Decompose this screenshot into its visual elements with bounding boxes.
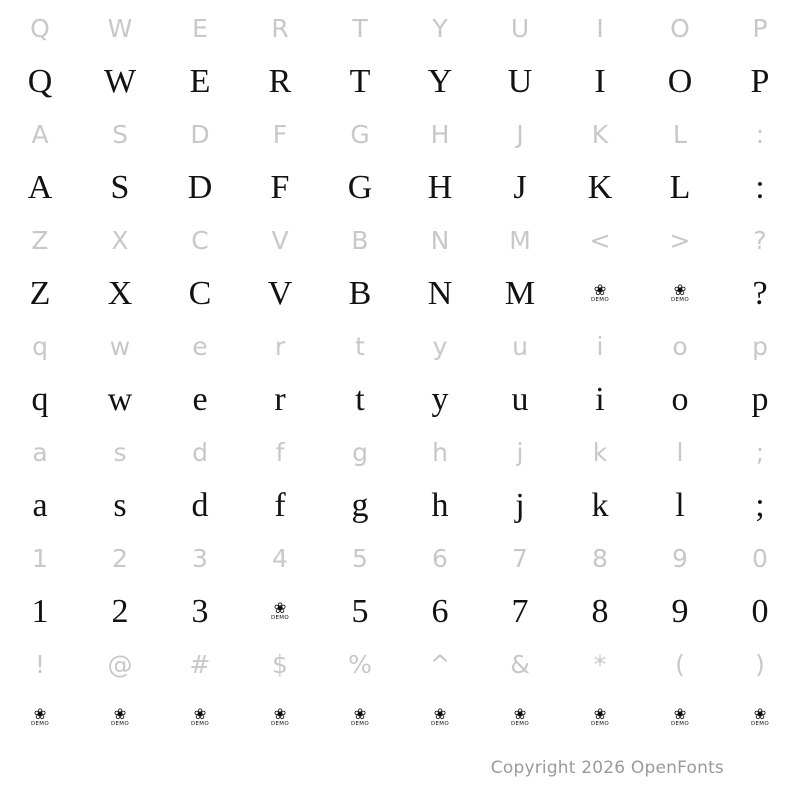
specimen-row	[0, 690, 800, 746]
specimen-character: S	[110, 169, 130, 206]
reference-character: d	[192, 438, 208, 467]
demo-leaf-icon: ❀	[593, 705, 607, 724]
specimen-character: p	[751, 381, 769, 418]
demo-label: DEMO	[751, 721, 769, 728]
demo-label: DEMO	[31, 721, 49, 728]
reference-character: A	[31, 120, 49, 149]
reference-character: j	[516, 438, 524, 467]
reference-character: T	[352, 14, 368, 43]
specimen-character: H	[427, 169, 453, 206]
specimen-character: L	[669, 169, 691, 206]
demo-watermark-glyph	[160, 690, 240, 746]
specimen-character: j	[515, 487, 525, 524]
reference-character: *	[593, 650, 607, 679]
reference-row	[0, 534, 800, 584]
specimen-character: h	[431, 487, 449, 524]
demo-label: DEMO	[591, 297, 609, 304]
specimen-character: W	[103, 63, 137, 100]
specimen-character: k	[591, 487, 609, 524]
demo-leaf-icon: ❀	[513, 705, 527, 724]
reference-character: y	[432, 332, 448, 361]
reference-character: 6	[432, 544, 448, 573]
reference-character: J	[516, 120, 524, 149]
reference-character: g	[352, 438, 368, 467]
reference-character: %	[348, 650, 372, 679]
specimen-character: K	[587, 169, 613, 206]
footer	[0, 758, 800, 778]
demo-icon	[28, 707, 52, 733]
reference-character: !	[34, 650, 46, 679]
reference-character: f	[275, 438, 285, 467]
reference-character: L	[673, 120, 687, 149]
reference-character: 9	[672, 544, 688, 573]
reference-row	[0, 640, 800, 690]
specimen-row	[0, 54, 800, 110]
reference-character: p	[752, 332, 768, 361]
reference-character: 4	[272, 544, 288, 573]
demo-watermark-glyph	[80, 690, 160, 746]
specimen-character: o	[671, 381, 689, 418]
specimen-row	[0, 372, 800, 428]
demo-icon	[588, 707, 612, 733]
specimen-character: w	[107, 381, 133, 418]
reference-character: B	[351, 226, 369, 255]
demo-watermark-glyph	[560, 266, 640, 322]
specimen-row	[0, 584, 800, 640]
reference-character: P	[752, 14, 768, 43]
reference-character: 3	[192, 544, 208, 573]
reference-character: )	[755, 650, 765, 679]
demo-label: DEMO	[431, 721, 449, 728]
reference-character: (	[675, 650, 685, 679]
specimen-character: C	[188, 275, 212, 312]
specimen-character: B	[348, 275, 372, 312]
reference-character: 1	[32, 544, 48, 573]
demo-icon	[188, 707, 212, 733]
reference-character: M	[509, 226, 531, 255]
specimen-character: d	[191, 487, 209, 524]
reference-row	[0, 216, 800, 266]
demo-leaf-icon: ❀	[273, 705, 287, 724]
reference-character: ^	[429, 650, 451, 679]
reference-character: e	[192, 332, 208, 361]
demo-icon	[668, 283, 692, 309]
specimen-character: 7	[511, 593, 529, 630]
reference-row	[0, 4, 800, 54]
reference-character: $	[272, 650, 288, 679]
specimen-character: X	[107, 275, 133, 312]
reference-character: i	[596, 332, 604, 361]
reference-character: l	[676, 438, 684, 467]
reference-character: 0	[752, 544, 768, 573]
demo-icon	[268, 601, 292, 627]
specimen-character: ;	[755, 487, 765, 524]
reference-character: o	[672, 332, 688, 361]
specimen-character: r	[274, 381, 286, 418]
reference-character: O	[670, 14, 690, 43]
reference-character: w	[109, 332, 131, 361]
reference-character: S	[112, 120, 128, 149]
specimen-character: g	[351, 487, 369, 524]
reference-character: E	[192, 14, 208, 43]
specimen-character: 6	[431, 593, 449, 630]
specimen-row	[0, 160, 800, 216]
reference-character: @	[107, 650, 133, 679]
demo-label: DEMO	[351, 721, 369, 728]
reference-character: &	[510, 650, 530, 679]
reference-character: C	[191, 226, 209, 255]
demo-watermark-glyph	[560, 690, 640, 746]
specimen-character: N	[427, 275, 453, 312]
reference-character: ?	[753, 226, 767, 255]
specimen-row	[0, 478, 800, 534]
specimen-character: Y	[427, 63, 453, 100]
reference-character: t	[355, 332, 365, 361]
demo-label: DEMO	[671, 721, 689, 728]
demo-label: DEMO	[271, 615, 289, 622]
specimen-character: s	[113, 487, 127, 524]
reference-character: a	[32, 438, 48, 467]
specimen-character: l	[675, 487, 685, 524]
reference-character: 7	[512, 544, 528, 573]
reference-character: #	[189, 650, 211, 679]
reference-character: K	[591, 120, 609, 149]
specimen-character: 0	[751, 593, 769, 630]
demo-leaf-icon: ❀	[673, 705, 687, 724]
demo-watermark-glyph	[640, 266, 720, 322]
specimen-character: O	[667, 63, 693, 100]
reference-character: q	[32, 332, 48, 361]
reference-character: R	[271, 14, 289, 43]
demo-icon	[348, 707, 372, 733]
demo-icon	[428, 707, 452, 733]
specimen-character: 1	[31, 593, 49, 630]
reference-character: Y	[432, 14, 448, 43]
reference-character: N	[430, 226, 450, 255]
copyright-text: Copyright 2026 OpenFonts	[490, 758, 724, 778]
demo-icon	[108, 707, 132, 733]
specimen-character: 9	[671, 593, 689, 630]
demo-leaf-icon: ❀	[353, 705, 367, 724]
specimen-character: J	[513, 169, 527, 206]
reference-character: k	[592, 438, 608, 467]
reference-character: ;	[755, 438, 765, 467]
reference-character: s	[113, 438, 127, 467]
specimen-character: 8	[591, 593, 609, 630]
specimen-character: E	[189, 63, 211, 100]
specimen-character: u	[511, 381, 529, 418]
demo-label: DEMO	[191, 721, 209, 728]
specimen-character: q	[31, 381, 49, 418]
demo-icon	[588, 283, 612, 309]
demo-label: DEMO	[591, 721, 609, 728]
demo-leaf-icon: ❀	[193, 705, 207, 724]
specimen-character: R	[268, 63, 292, 100]
specimen-character: D	[187, 169, 213, 206]
reference-character: F	[272, 120, 288, 149]
reference-character: X	[111, 226, 129, 255]
specimen-character: F	[270, 169, 290, 206]
specimen-character: ?	[752, 275, 768, 312]
specimen-character: 3	[191, 593, 209, 630]
demo-leaf-icon: ❀	[753, 705, 767, 724]
specimen-character: G	[347, 169, 373, 206]
specimen-character: U	[507, 63, 533, 100]
demo-watermark-glyph	[0, 690, 80, 746]
reference-character: V	[271, 226, 289, 255]
reference-character: 5	[352, 544, 368, 573]
specimen-character: M	[504, 275, 536, 312]
reference-character: I	[596, 14, 604, 43]
specimen-character: V	[267, 275, 293, 312]
demo-watermark-glyph	[240, 690, 320, 746]
reference-character: U	[510, 14, 530, 43]
reference-character: u	[512, 332, 528, 361]
demo-icon	[748, 707, 772, 733]
reference-character: Q	[30, 14, 50, 43]
reference-row	[0, 322, 800, 372]
specimen-character: I	[594, 63, 606, 100]
specimen-row	[0, 266, 800, 322]
demo-leaf-icon: ❀	[673, 281, 687, 300]
demo-watermark-glyph	[320, 690, 400, 746]
demo-icon	[508, 707, 532, 733]
specimen-character: Z	[29, 275, 51, 312]
reference-character: r	[274, 332, 286, 361]
reference-character: D	[190, 120, 210, 149]
reference-character: >	[669, 226, 691, 255]
reference-character: H	[430, 120, 450, 149]
demo-watermark-glyph	[240, 584, 320, 640]
demo-watermark-glyph	[720, 690, 800, 746]
specimen-character: Q	[27, 63, 53, 100]
specimen-character: T	[349, 63, 371, 100]
specimen-character: :	[755, 169, 765, 206]
specimen-character: A	[27, 169, 53, 206]
demo-leaf-icon: ❀	[33, 705, 47, 724]
demo-leaf-icon: ❀	[273, 599, 287, 618]
reference-character: h	[432, 438, 448, 467]
demo-label: DEMO	[111, 721, 129, 728]
demo-label: DEMO	[271, 721, 289, 728]
specimen-character: a	[32, 487, 48, 524]
reference-character: W	[107, 14, 133, 43]
reference-character: Z	[31, 226, 49, 255]
demo-label: DEMO	[511, 721, 529, 728]
demo-label: DEMO	[671, 297, 689, 304]
demo-watermark-glyph	[640, 690, 720, 746]
demo-watermark-glyph	[480, 690, 560, 746]
specimen-character: P	[750, 63, 770, 100]
reference-character: 8	[592, 544, 608, 573]
specimen-character: 5	[351, 593, 369, 630]
reference-character: <	[589, 226, 611, 255]
reference-row	[0, 110, 800, 160]
specimen-character: e	[192, 381, 208, 418]
reference-row	[0, 428, 800, 478]
demo-icon	[668, 707, 692, 733]
reference-character: G	[350, 120, 370, 149]
reference-character: 2	[112, 544, 128, 573]
specimen-character: 2	[111, 593, 129, 630]
specimen-character: y	[431, 381, 449, 418]
specimen-character: f	[274, 487, 286, 524]
demo-leaf-icon: ❀	[593, 281, 607, 300]
reference-character: :	[755, 120, 765, 149]
demo-leaf-icon: ❀	[113, 705, 127, 724]
demo-icon	[268, 707, 292, 733]
specimen-character: t	[355, 381, 365, 418]
specimen-character: i	[595, 381, 605, 418]
demo-leaf-icon: ❀	[433, 705, 447, 724]
demo-watermark-glyph	[400, 690, 480, 746]
